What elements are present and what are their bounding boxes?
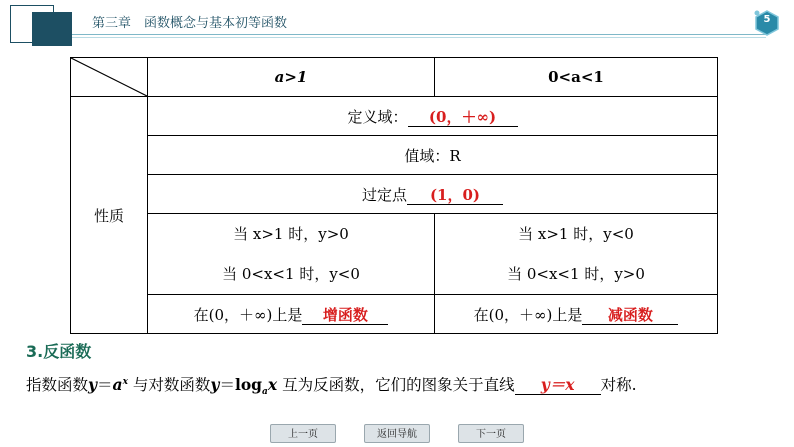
- column-header-a-between-0-1: [435, 58, 718, 97]
- column-header-a-gt-1: [148, 58, 435, 97]
- table-row-monotonicity: [71, 295, 718, 334]
- range-text: 值域：R: [404, 146, 461, 165]
- domain-answer: (0，＋∞): [408, 108, 518, 127]
- next-page-button[interactable]: 下一页: [458, 424, 524, 443]
- table-header-row: [71, 58, 718, 97]
- header-divider: [72, 34, 766, 35]
- right-sign-line-1: 当 x>1 时，y<0: [518, 225, 634, 243]
- fixed-point-label: 过定点: [361, 185, 407, 204]
- domain-cell: [148, 97, 718, 136]
- right-monotonicity-cell: [435, 295, 718, 334]
- left-sign-cell: [148, 214, 435, 295]
- row-label-properties-text: 性质: [93, 206, 124, 225]
- prev-page-button[interactable]: 上一页: [270, 424, 336, 443]
- header-divider-light: [72, 37, 766, 38]
- table-row-sign: [71, 214, 718, 295]
- diagonal-corner-cell: [71, 58, 148, 97]
- left-sign-line-1: 当 x>1 时，y>0: [233, 225, 349, 243]
- right-monotonicity-prefix: 在(0，＋∞)上是: [473, 305, 583, 324]
- right-sign-line-2: 当 0<x<1 时，y>0: [507, 265, 645, 283]
- table-row-fixed-point: [71, 175, 718, 214]
- page-number: 5: [763, 14, 771, 25]
- sentence-part-1: 指数函数: [26, 376, 89, 394]
- left-monotonicity-prefix: 在(0，＋∞)上是: [193, 305, 303, 324]
- sentence-part-4: 对称.: [600, 376, 637, 394]
- left-monotonicity-answer: 增函数: [302, 306, 388, 325]
- header-decor-square-filled: [32, 12, 72, 46]
- section-title: 3.反函数: [26, 342, 92, 361]
- right-monotonicity-answer: 减函数: [582, 306, 678, 325]
- log-function-properties-table: [70, 57, 718, 334]
- table-row-domain: [71, 97, 718, 136]
- exp-formula: y: [88, 375, 98, 394]
- back-to-nav-button[interactable]: 返回导航: [364, 424, 430, 443]
- log-base: a: [262, 387, 268, 398]
- sentence-part-3: 互为反函数，它们的图象关于直线: [282, 376, 515, 394]
- column-header-a-gt-1-text: a>1: [274, 68, 308, 86]
- log-argument: x: [267, 375, 278, 394]
- exp-exponent: x: [122, 376, 128, 387]
- left-sign-line-2: 当 0<x<1 时，y<0: [222, 265, 360, 283]
- inverse-function-sentence: 指数函数$y=a^x$ 与对数函数$y=\log_ax$ 互为反函数，它们的图象关于直线 y＝x 对称.: [26, 375, 637, 398]
- diagonal-line: [71, 58, 147, 96]
- column-header-a-between-0-1-text: 0<a<1: [548, 68, 604, 86]
- row-label-properties: [71, 97, 148, 334]
- right-sign-cell: [435, 214, 718, 295]
- symmetry-line-answer: y＝x: [515, 376, 601, 395]
- chapter-title: 第三章 函数概念与基本初等函数: [92, 16, 288, 31]
- sentence-part-2: 与对数函数: [132, 376, 211, 394]
- fixed-point-cell: [148, 175, 718, 214]
- table-row-range: [71, 136, 718, 175]
- range-cell: [148, 136, 718, 175]
- exp-base: a: [112, 375, 123, 394]
- left-monotonicity-cell: [148, 295, 435, 334]
- log-formula: y: [210, 375, 220, 394]
- domain-label: 定义域：: [347, 107, 408, 126]
- fixed-point-answer: (1，0): [407, 186, 503, 205]
